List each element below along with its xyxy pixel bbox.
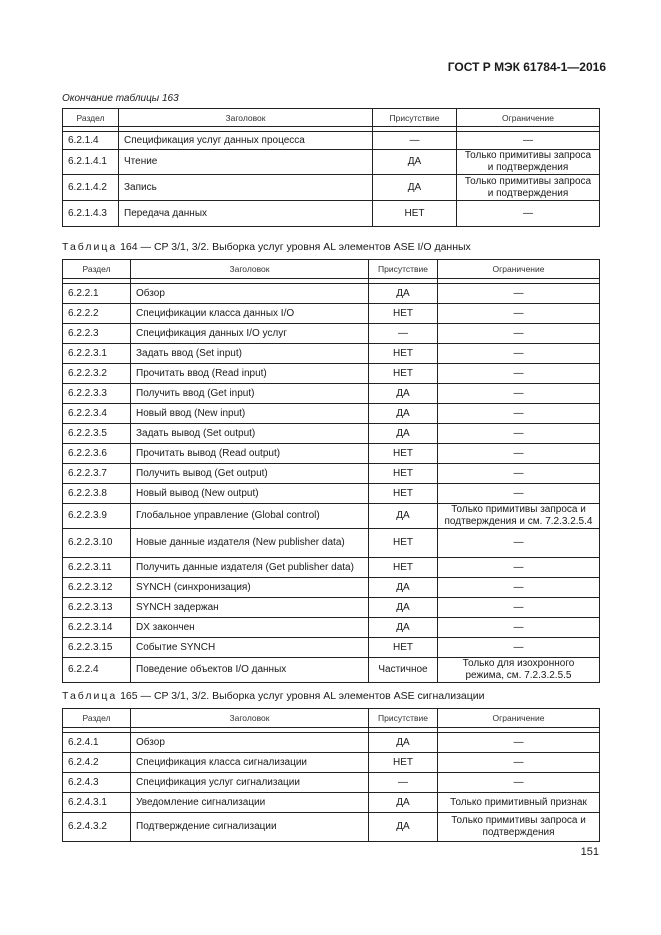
restriction-cell: — xyxy=(457,201,600,227)
presence-cell: НЕТ xyxy=(369,484,438,504)
table-row xyxy=(63,638,600,658)
section-cell: 6.2.2.3.15 xyxy=(63,638,131,658)
restriction-cell: — xyxy=(438,464,600,484)
title-cell: Передача данных xyxy=(119,201,373,227)
restriction-cell: Только примитивы запроса и подтверждения и см. 7.2.3.2.5.4 xyxy=(438,504,600,529)
table-row xyxy=(63,773,600,793)
section-cell: 6.2.4.3.2 xyxy=(63,813,131,842)
section-cell: 6.2.2.3.1 xyxy=(63,344,131,364)
title-cell: Спецификация услуг данных процесса xyxy=(119,132,373,150)
section-cell: 6.2.2.3.12 xyxy=(63,578,131,598)
title-cell: Глобальное управление (Global control) xyxy=(131,504,369,529)
restriction-cell: — xyxy=(438,578,600,598)
column-header: Ограничение xyxy=(438,260,600,279)
restriction-cell: Только примитивы запроса и подтверждения xyxy=(438,813,600,842)
presence-cell: НЕТ xyxy=(369,304,438,324)
title-cell: Прочитать вывод (Read output) xyxy=(131,444,369,464)
restriction-cell: — xyxy=(438,364,600,384)
table-163 xyxy=(62,108,600,227)
presence-cell: ДА xyxy=(369,424,438,444)
column-header: Заголовок xyxy=(131,260,369,279)
section-cell: 6.2.1.4.1 xyxy=(63,150,119,175)
table-164 xyxy=(62,259,600,683)
table-165-caption xyxy=(62,690,485,702)
presence-cell: ДА xyxy=(369,504,438,529)
restriction-cell: Только примитивы запроса и подтверждения xyxy=(457,150,600,175)
title-cell: Событие SYNCH xyxy=(131,638,369,658)
section-cell: 6.2.2.3.3 xyxy=(63,384,131,404)
presence-cell: НЕТ xyxy=(369,364,438,384)
presence-cell: ДА xyxy=(369,733,438,753)
section-cell: 6.2.1.4.2 xyxy=(63,175,119,201)
presence-cell: НЕТ xyxy=(369,529,438,558)
table-row xyxy=(63,484,600,504)
section-cell: 6.2.2.3.11 xyxy=(63,558,131,578)
section-cell: 6.2.2.1 xyxy=(63,284,131,304)
section-cell: 6.2.1.4.3 xyxy=(63,201,119,227)
section-cell: 6.2.2.3.13 xyxy=(63,598,131,618)
presence-cell: — xyxy=(373,132,457,150)
table-165 xyxy=(62,708,600,842)
table-row xyxy=(63,324,600,344)
column-header: Присутствие xyxy=(369,709,438,728)
presence-cell: ДА xyxy=(369,598,438,618)
section-cell: 6.2.4.3.1 xyxy=(63,793,131,813)
table-row xyxy=(63,658,600,683)
restriction-cell: — xyxy=(438,773,600,793)
table-row xyxy=(63,578,600,598)
restriction-cell: Только примитивный признак xyxy=(438,793,600,813)
title-cell: Новый вывод (New output) xyxy=(131,484,369,504)
title-cell: Получить данные издателя (Get publisher data) xyxy=(131,558,369,578)
title-cell: Обзор xyxy=(131,284,369,304)
restriction-cell: — xyxy=(438,284,600,304)
presence-cell: ДА xyxy=(369,578,438,598)
standard-header: ГОСТ Р МЭК 61784-1—2016 xyxy=(447,60,606,74)
table-row xyxy=(63,618,600,638)
presence-cell: ДА xyxy=(373,175,457,201)
table-row xyxy=(63,175,600,201)
table-row xyxy=(63,304,600,324)
table-163-caption: Окончание таблицы 163 xyxy=(62,93,179,104)
title-cell: Спецификация услуг сигнализации xyxy=(131,773,369,793)
table-row xyxy=(63,444,600,464)
title-cell: Задать вывод (Set output) xyxy=(131,424,369,444)
column-header: Раздел xyxy=(63,260,131,279)
title-cell: SYNCH задержан xyxy=(131,598,369,618)
table-164-caption-text: 164 — CP 3/1, 3/2. Выборка услуг уровня AL элементов ASE I/O данных xyxy=(120,241,471,253)
restriction-cell: Только примитивы запроса и подтверждения xyxy=(457,175,600,201)
presence-cell: НЕТ xyxy=(369,558,438,578)
column-header: Раздел xyxy=(63,109,119,127)
table-header-row xyxy=(63,109,600,127)
table-164-caption-prefix: Таблица xyxy=(62,241,118,253)
section-cell: 6.2.2.3.5 xyxy=(63,424,131,444)
section-cell: 6.2.2.3.14 xyxy=(63,618,131,638)
column-header: Присутствие xyxy=(369,260,438,279)
title-cell: Прочитать ввод (Read input) xyxy=(131,364,369,384)
table-row xyxy=(63,150,600,175)
table-165-caption-text: 165 — CP 3/1, 3/2. Выборка услуг уровня AL элементов ASE сигнализации xyxy=(120,690,485,702)
table-header-row xyxy=(63,260,600,279)
section-cell: 6.2.1.4 xyxy=(63,132,119,150)
section-cell: 6.2.2.3.9 xyxy=(63,504,131,529)
restriction-cell: — xyxy=(438,484,600,504)
section-cell: 6.2.2.3 xyxy=(63,324,131,344)
presence-cell: ДА xyxy=(369,384,438,404)
title-cell: Получить ввод (Get input) xyxy=(131,384,369,404)
section-cell: 6.2.2.3.2 xyxy=(63,364,131,384)
table-header-row xyxy=(63,709,600,728)
presence-cell: ДА xyxy=(369,618,438,638)
column-header: Ограничение xyxy=(438,709,600,728)
table-row xyxy=(63,598,600,618)
restriction-cell: — xyxy=(438,384,600,404)
section-cell: 6.2.2.3.10 xyxy=(63,529,131,558)
table-row xyxy=(63,364,600,384)
column-header: Ограничение xyxy=(457,109,600,127)
title-cell: Поведение объектов I/O данных xyxy=(131,658,369,683)
table-row xyxy=(63,733,600,753)
column-header: Присутствие xyxy=(373,109,457,127)
section-cell: 6.2.2.3.8 xyxy=(63,484,131,504)
restriction-cell: — xyxy=(438,424,600,444)
page-number: 151 xyxy=(580,846,599,858)
restriction-cell: — xyxy=(438,558,600,578)
table-row xyxy=(63,424,600,444)
table-row xyxy=(63,284,600,304)
presence-cell: ДА xyxy=(369,793,438,813)
restriction-cell: — xyxy=(438,638,600,658)
restriction-cell: — xyxy=(438,404,600,424)
section-cell: 6.2.2.4 xyxy=(63,658,131,683)
title-cell: Спецификация класса сигнализации xyxy=(131,753,369,773)
column-header: Раздел xyxy=(63,709,131,728)
table-row xyxy=(63,813,600,842)
presence-cell: ДА xyxy=(369,284,438,304)
presence-cell: НЕТ xyxy=(373,201,457,227)
title-cell: Запись xyxy=(119,175,373,201)
restriction-cell: — xyxy=(438,344,600,364)
table-164-caption xyxy=(62,241,471,253)
title-cell: Уведомление сигнализации xyxy=(131,793,369,813)
section-cell: 6.2.2.3.6 xyxy=(63,444,131,464)
section-cell: 6.2.4.3 xyxy=(63,773,131,793)
restriction-cell: — xyxy=(438,444,600,464)
presence-cell: ДА xyxy=(369,404,438,424)
table-row xyxy=(63,344,600,364)
table-row xyxy=(63,558,600,578)
restriction-cell: — xyxy=(438,529,600,558)
table-row xyxy=(63,529,600,558)
presence-cell: НЕТ xyxy=(369,464,438,484)
restriction-cell: — xyxy=(438,324,600,344)
restriction-cell: — xyxy=(438,753,600,773)
table-165-caption-prefix: Таблица xyxy=(62,690,118,702)
title-cell: Задать ввод (Set input) xyxy=(131,344,369,364)
restriction-cell: — xyxy=(438,598,600,618)
presence-cell: НЕТ xyxy=(369,344,438,364)
table-row xyxy=(63,753,600,773)
title-cell: SYNCH (синхронизация) xyxy=(131,578,369,598)
restriction-cell: — xyxy=(438,618,600,638)
presence-cell: НЕТ xyxy=(369,638,438,658)
title-cell: DX закончен xyxy=(131,618,369,638)
presence-cell: — xyxy=(369,773,438,793)
title-cell: Обзор xyxy=(131,733,369,753)
title-cell: Спецификации класса данных I/O xyxy=(131,304,369,324)
presence-cell: ДА xyxy=(369,813,438,842)
presence-cell: ДА xyxy=(373,150,457,175)
column-header: Заголовок xyxy=(119,109,373,127)
title-cell: Получить вывод (Get output) xyxy=(131,464,369,484)
restriction-cell: — xyxy=(438,733,600,753)
section-cell: 6.2.2.3.4 xyxy=(63,404,131,424)
title-cell: Подтверждение сигнализации xyxy=(131,813,369,842)
table-row xyxy=(63,404,600,424)
presence-cell: — xyxy=(369,324,438,344)
table-row xyxy=(63,793,600,813)
table-row xyxy=(63,464,600,484)
section-cell: 6.2.2.3.7 xyxy=(63,464,131,484)
section-cell: 6.2.4.2 xyxy=(63,753,131,773)
table-row xyxy=(63,201,600,227)
restriction-cell: — xyxy=(457,132,600,150)
table-row xyxy=(63,132,600,150)
presence-cell: НЕТ xyxy=(369,753,438,773)
section-cell: 6.2.2.2 xyxy=(63,304,131,324)
table-row xyxy=(63,504,600,529)
section-cell: 6.2.4.1 xyxy=(63,733,131,753)
presence-cell: НЕТ xyxy=(369,444,438,464)
restriction-cell: — xyxy=(438,304,600,324)
title-cell: Чтение xyxy=(119,150,373,175)
table-row xyxy=(63,384,600,404)
title-cell: Спецификация данных I/O услуг xyxy=(131,324,369,344)
restriction-cell: Только для изохронного режима, см. 7.2.3.2.5.5 xyxy=(438,658,600,683)
column-header: Заголовок xyxy=(131,709,369,728)
title-cell: Новые данные издателя (New publisher data) xyxy=(131,529,369,558)
presence-cell: Частичное xyxy=(369,658,438,683)
title-cell: Новый ввод (New input) xyxy=(131,404,369,424)
